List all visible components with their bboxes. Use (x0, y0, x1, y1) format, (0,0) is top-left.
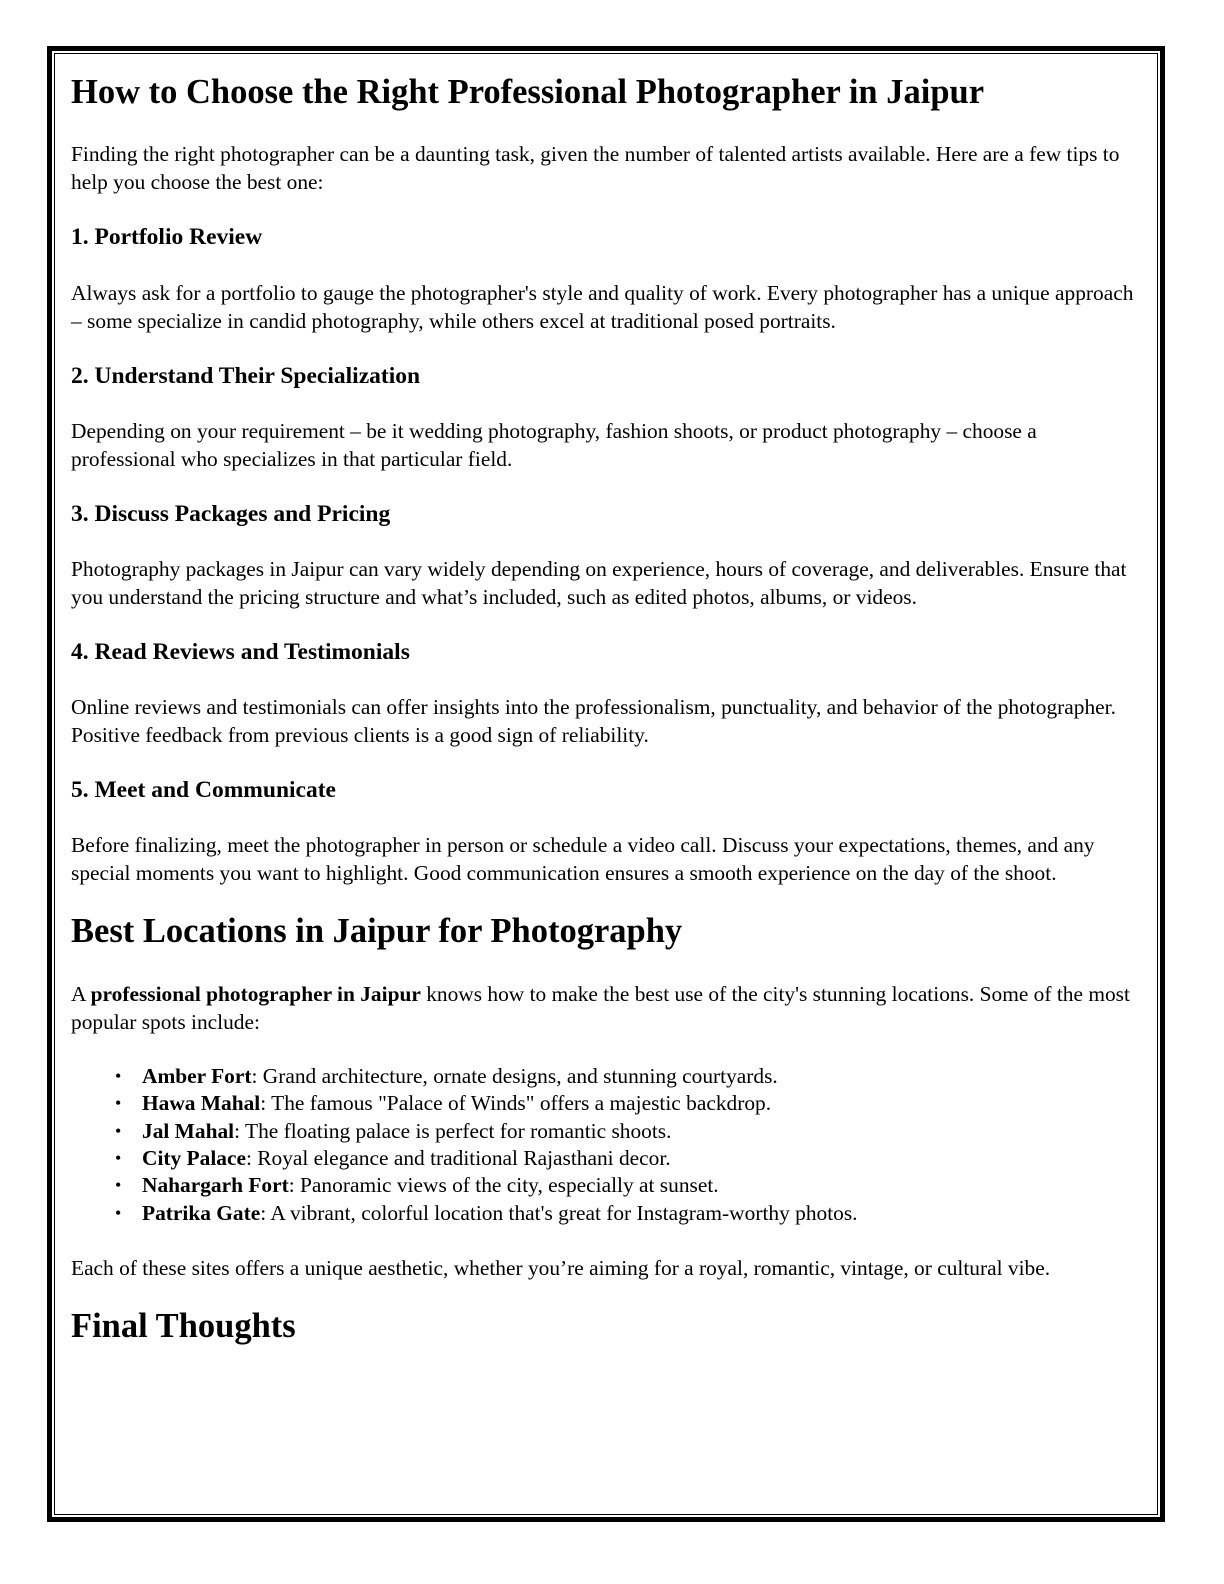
bullet-icon: • (115, 1202, 122, 1223)
location-desc: : Panoramic views of the city, especially at sunset. (288, 1173, 719, 1198)
bullet-icon: • (115, 1120, 122, 1141)
locations-intro-keyword: professional photographer in Jaipur (90, 981, 421, 1006)
tip-body-pricing: Photography packages in Jaipur can vary widely depending on experience, hours of coverage, and deliverables. Ensure that you understand the pricing structure and what’s included, such as edited photos, albums, or videos. (71, 556, 1127, 609)
locations-list (71, 1063, 1146, 1227)
location-name: Hawa Mahal (142, 1091, 261, 1116)
locations-heading: Best Locations in Jaipur for Photography (71, 912, 683, 951)
list-item (71, 1200, 1146, 1227)
bullet-icon: • (115, 1093, 122, 1114)
location-name: City Palace (142, 1145, 246, 1170)
bullet-icon: • (115, 1175, 122, 1196)
location-desc: : Grand architecture, ornate designs, and stunning courtyards. (251, 1063, 778, 1088)
tip-body-specialization: Depending on your requirement – be it wedding photography, fashion shoots, or product photography – choose a professional who specializes in that particular field. (71, 418, 1037, 471)
list-item (71, 1090, 1146, 1117)
tip-heading-reviews: 4. Read Reviews and Testimonials (71, 638, 410, 665)
tip-body-reviews: Online reviews and testimonials can offer insights into the professionalism, punctuality, and behavior of the photographer. Positive feedback from previous clients is a good sign of reliability. (71, 695, 1116, 748)
location-desc: : The famous "Palace of Winds" offers a majestic backdrop. (260, 1091, 772, 1116)
tip-body-portfolio: Always ask for a portfolio to gauge the photographer's style and quality of work. Every photographer has a unique approach – some specialize in candid photography, while others excel at traditional posed portraits. (71, 280, 1134, 333)
page-title: How to Choose the Right Professional Photographer in Jaipur (71, 73, 985, 111)
list-item (71, 1118, 1146, 1145)
bullet-icon: • (115, 1065, 122, 1086)
final-thoughts-heading: Final Thoughts (71, 1307, 296, 1346)
tip-heading-portfolio: 1. Portfolio Review (71, 224, 263, 251)
intro-paragraph: Finding the right photographer can be a daunting task, given the number of talented artists available. Here are a few tips to help you choose the best one: (71, 142, 1120, 195)
locations-intro-prefix: A (71, 981, 91, 1006)
location-name: Nahargarh Fort (142, 1173, 289, 1198)
location-name: Jal Mahal (142, 1118, 235, 1143)
locations-intro (71, 980, 1146, 1036)
list-item (71, 1063, 1146, 1090)
bullet-icon: • (115, 1147, 122, 1168)
location-desc: : A vibrant, colorful location that's great for Instagram-worthy photos. (260, 1200, 858, 1225)
tip-heading-specialization: 2. Understand Their Specialization (71, 362, 421, 389)
list-item (71, 1172, 1146, 1199)
tip-heading-pricing: 3. Discuss Packages and Pricing (71, 500, 391, 527)
tip-body-communicate: Before finalizing, meet the photographer in person or schedule a video call. Discuss your expectations, themes, and any special moments you want to highlight. Good communication ensures a smooth experience on the day of the shoot. (71, 833, 1095, 886)
location-name: Patrika Gate (142, 1200, 261, 1225)
location-name: Amber Fort (142, 1063, 252, 1088)
location-desc: : The floating palace is perfect for romantic shoots. (234, 1118, 672, 1143)
location-desc: : Royal elegance and traditional Rajasthani decor. (245, 1145, 671, 1170)
locations-outro: Each of these sites offers a unique aesthetic, whether you’re aiming for a royal, romantic, vintage, or cultural vibe. (71, 1256, 1051, 1281)
list-item (71, 1145, 1146, 1172)
document-body (71, 72, 1146, 1348)
tip-heading-communicate: 5. Meet and Communicate (71, 777, 336, 804)
locations-intro-suffix: knows how to make the best use of the city's stunning locations. Some of the most popular spots include: (71, 981, 1130, 1034)
